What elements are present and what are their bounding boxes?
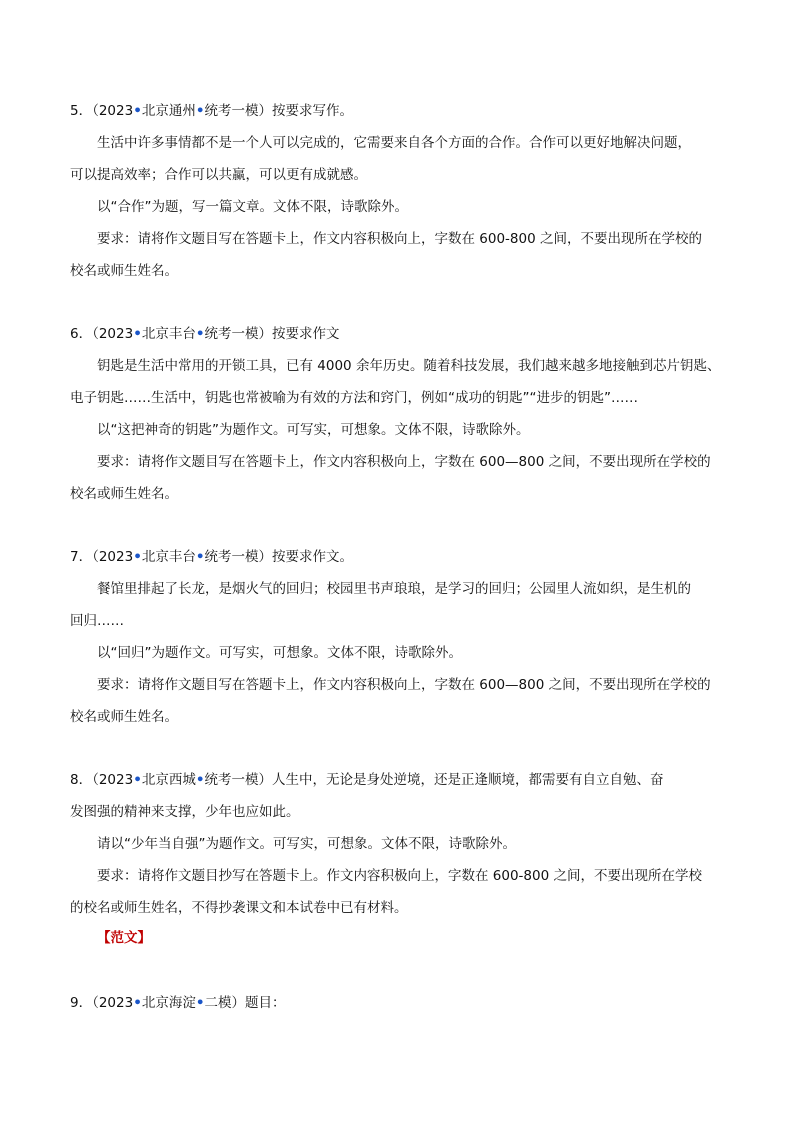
source-year: （2023 <box>92 326 134 342</box>
model-essay-label: 【范文】 <box>97 930 151 946</box>
material-text: 电子钥匙……生活中，钥匙也常被喻为有效的方法和窍门，例如“成功的钥匙”“进步的钥匙”…… <box>70 390 638 406</box>
material-text: 钥匙是生活中常用的开锁工具，已有 4000 余年历史。随着科技发展，我们越来越多地接触到芯片钥匙、 <box>97 358 721 374</box>
separator-dot: • <box>133 772 142 788</box>
requirements: 要求：请将作文题目写在答题卡上，作文内容积极向上，字数在 600-800 之间，不要出现所在学校的 <box>97 231 702 247</box>
source-region: 北京西城 <box>141 772 196 788</box>
source-year: （2023 <box>92 103 134 119</box>
material-text: 回归…… <box>70 613 124 629</box>
writing-prompt: 以“回归”为题作文。可写实，可想象。文体不限，诗歌除外。 <box>97 645 462 661</box>
question-header <box>70 100 353 122</box>
source-year: （2023 <box>92 995 134 1011</box>
source-exam: 二模） <box>204 995 245 1011</box>
separator-dot: • <box>133 326 142 342</box>
writing-prompt: 以“合作”为题，写一篇文章。文体不限，诗歌除外。 <box>97 199 408 215</box>
source-exam: 统考一模） <box>204 326 272 342</box>
requirements: 要求：请将作文题目写在答题卡上，作文内容积极向上，字数在 600—800 之间，不要出现所在学校的 <box>97 454 711 470</box>
source-exam: 统考一模） <box>204 549 272 565</box>
material-text: 发图强的精神来支撑，少年也应如此。 <box>70 804 300 820</box>
requirements: 校名或师生姓名。 <box>70 709 178 725</box>
material-text: 餐馆里排起了长龙，是烟火气的回归；校园里书声琅琅，是学习的回归；公园里人流如织，是生机的 <box>97 581 691 597</box>
source-exam: 统考一模） <box>204 103 272 119</box>
requirements: 校名或师生姓名。 <box>70 263 178 279</box>
question-header <box>70 546 353 568</box>
separator-dot: • <box>133 995 142 1011</box>
requirements: 要求：请将作文题目抄写在答题卡上。作文内容积极向上，字数在 600-800 之间，不要出现所在学校 <box>97 868 702 884</box>
source-region: 北京通州 <box>141 103 196 119</box>
question-lead: 按要求写作。 <box>271 103 353 119</box>
source-region: 北京丰台 <box>141 326 196 342</box>
question-number: 8． <box>70 772 93 788</box>
question-lead: 题目： <box>244 995 286 1011</box>
material-text: 可以提高效率；合作可以共赢，可以更有成就感。 <box>70 167 367 183</box>
source-year: （2023 <box>92 772 134 788</box>
source-year: （2023 <box>92 549 134 565</box>
material-text: 生活中许多事情都不是一个人可以完成的，它需要来自各个方面的合作。合作可以更好地解决问题， <box>97 135 691 151</box>
source-exam: 统考一模） <box>204 772 272 788</box>
question-header <box>70 323 339 345</box>
requirements: 的校名或师生姓名，不得抄袭课文和本试卷中已有材料。 <box>70 900 408 916</box>
source-region: 北京海淀 <box>141 995 196 1011</box>
question-number: 6． <box>70 326 93 342</box>
question-number: 5． <box>70 103 93 119</box>
question-header <box>70 769 663 791</box>
writing-prompt: 以“这把神奇的钥匙”为题作文。可写实，可想象。文体不限，诗歌除外。 <box>97 422 530 438</box>
question-lead: 人生中，无论是身处逆境，还是正逢顺境，都需要有自立自勉、奋 <box>271 772 664 788</box>
question-lead: 按要求作文 <box>271 326 340 342</box>
separator-dot: • <box>133 103 142 119</box>
question-number: 7． <box>70 549 93 565</box>
separator-dot: • <box>195 103 205 119</box>
writing-prompt: 请以“少年当自强”为题作文。可写实，可想象。文体不限，诗歌除外。 <box>97 836 516 852</box>
separator-dot: • <box>195 995 205 1011</box>
question-header <box>70 992 285 1014</box>
requirements: 校名或师生姓名。 <box>70 486 178 502</box>
question-lead: 按要求作文。 <box>271 549 353 565</box>
requirements: 要求：请将作文题目写在答题卡上，作文内容积极向上，字数在 600—800 之间，不要出现所在学校的 <box>97 677 711 693</box>
separator-dot: • <box>195 326 205 342</box>
question-number: 9． <box>70 995 93 1011</box>
source-region: 北京丰台 <box>141 549 196 565</box>
separator-dot: • <box>195 772 205 788</box>
separator-dot: • <box>133 549 142 565</box>
separator-dot: • <box>195 549 205 565</box>
